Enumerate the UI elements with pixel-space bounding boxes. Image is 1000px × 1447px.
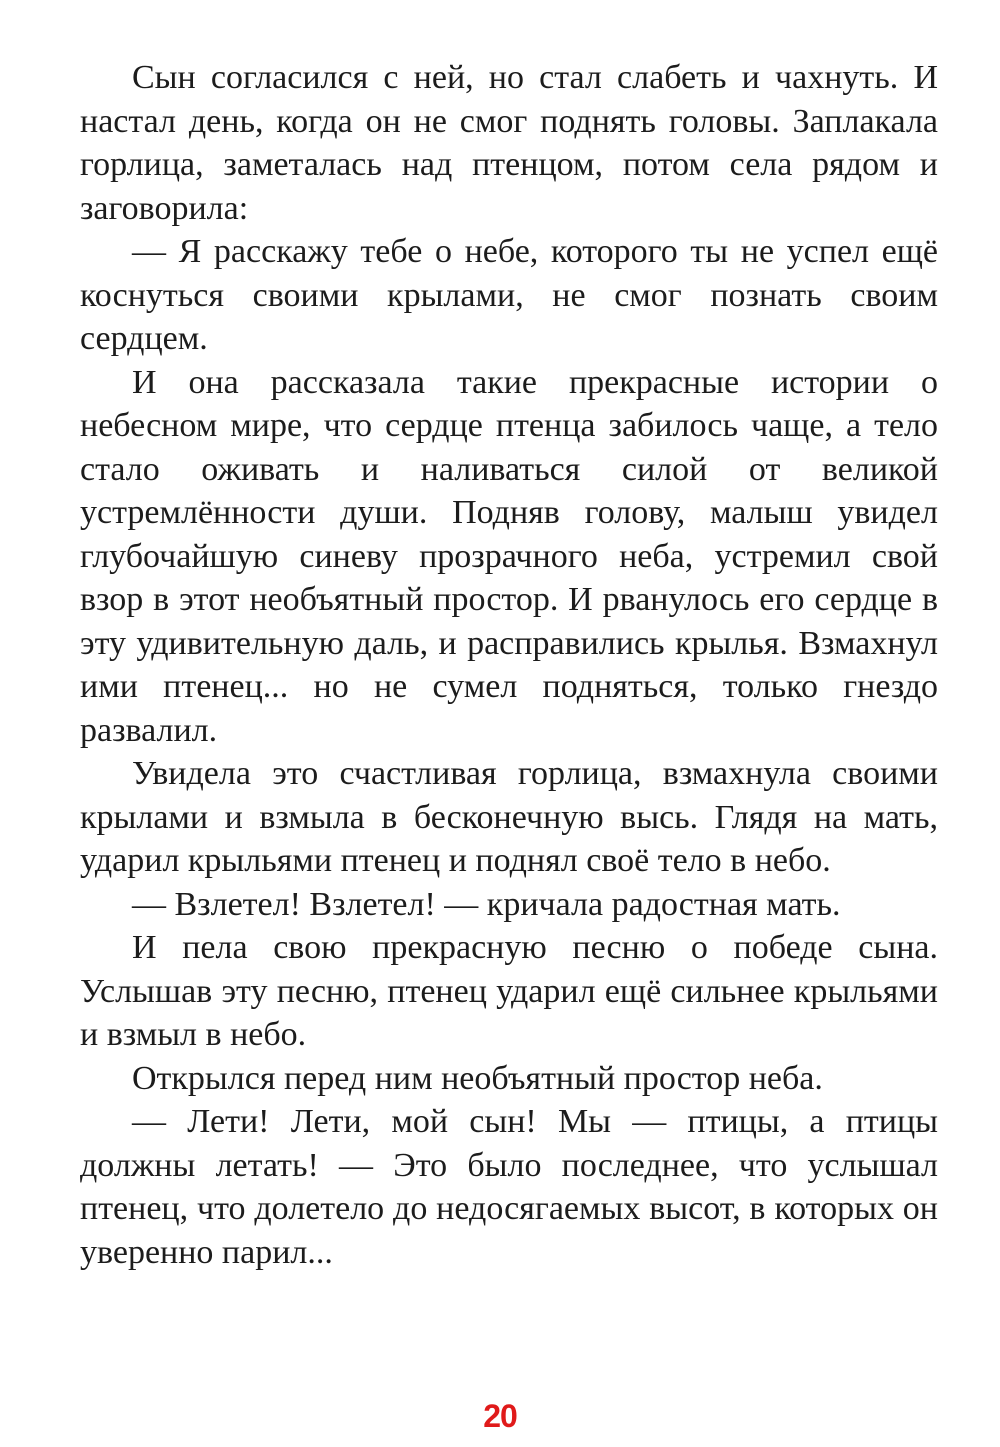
paragraph-4: Увидела это счастливая горлица, взмахнула своими крылами и взмыла в бесконечную высь. Глядя на мать, ударил крыльями птенец и поднял своё тело в небо. [80, 755, 938, 879]
paragraph-2: — Я расскажу тебе о небе, которого ты не успел ещё коснуться своими крылами, не смог познать своим сердцем. [80, 233, 938, 357]
page-number: 20 [483, 1398, 517, 1434]
paragraph-1: Сын согласился с ней, но стал слабеть и чахнуть. И настал день, когда он не смог поднять головы. Заплакала горлица, заметалась над птенцом, потом села рядом и заговорила: [80, 59, 938, 227]
paragraph-6: И пела свою прекрасную песню о победе сына. Услышав эту песню, птенец ударил ещё сильнее крыльями и взмыл в небо. [80, 929, 938, 1053]
paragraph-3: И она рассказала такие прекрасные истории о небесном мире, что сердце птенца забилось чаще, а тело стало оживать и наливаться силой от великой устремлённости души. Подняв голову, малыш увидел глубочайшую синеву прозрачного неба, устремил свой взор в этот необъятный простор. И рванулось его сердце в эту удивительную даль, и расправились крылья. Взмахнул ими птенец... но не сумел подняться, только гнездо развалил. [80, 363, 938, 749]
paragraph-7: Открылся перед ним необъятный простор неба. [132, 1059, 823, 1097]
paragraph-8: — Лети! Лети, мой сын! Мы — птицы, а птицы должны летать! — Это было последнее, что услышал птенец, что долетело до недосягаемых высот, в которых он уверенно парил... [80, 1103, 938, 1271]
page-body [80, 56, 938, 1274]
paragraph-5: — Взлетел! Взлетел! — кричала радостная мать. [132, 885, 841, 923]
